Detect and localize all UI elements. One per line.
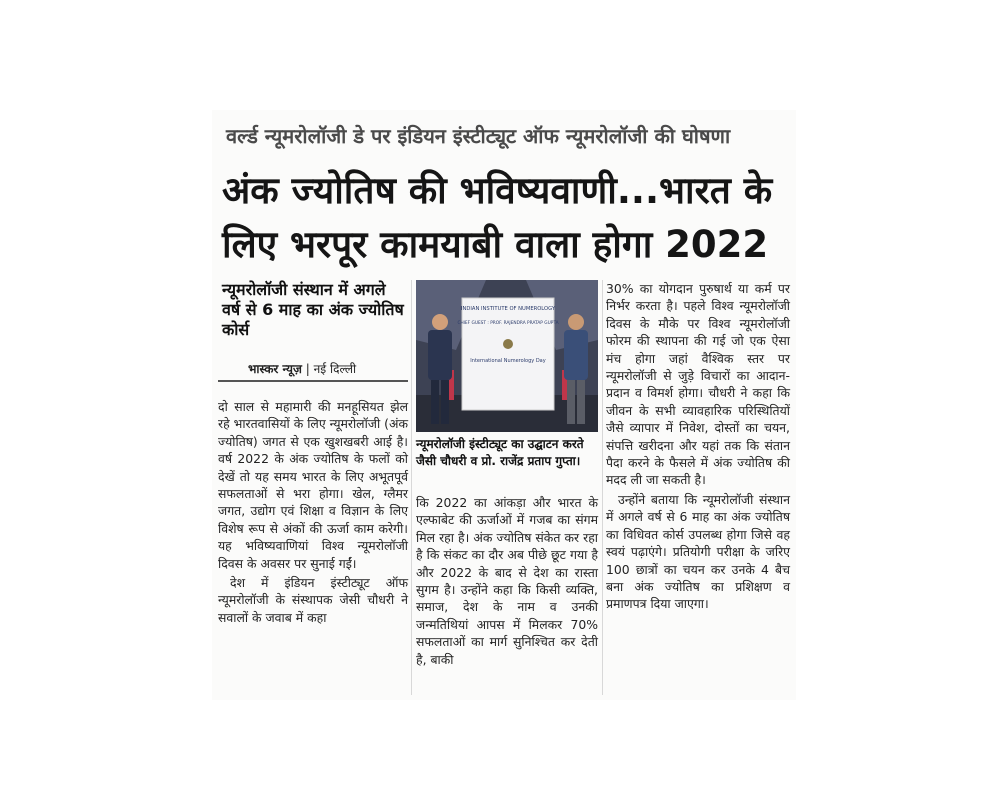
photo-banner-event: International Numerology Day: [470, 358, 546, 364]
byline-source: भास्कर न्यूज़: [248, 362, 302, 376]
headline-line-2: लिए भरपूर कामयाबी वाला होगा 2022: [222, 223, 769, 266]
column-1-paragraph-1: दो साल से महामारी की मनहूसियत झेल रहे भारतवासियों के लिए न्यूमरोलॉजी (अंक ज्योतिष) जगत से एक खुशखबरी आई है। वर्ष 2022 के अंक ज्योतिष के फलों को देखें तो यह समय भारत के लिए अभूतपूर्व सफलताओं से भरा होगा। खेल, ग्लैमर जगत, उद्योग एवं शिक्षा व विज्ञान के लिए विशेष रूप से अंकों की ऊर्जा काम करेगी। यह भविष्यवाणियां विश्व न्यूमरोलॉजी दिवस के अवसर पर सुनाई गईं।: [218, 399, 408, 571]
column-3-paragraph-2: उन्होंने बताया कि न्यूमरोलॉजी संस्थान में अगले वर्ष से 6 माह का अंक ज्योतिष का विधिवत कोर्स उपलब्ध होगा जिसे वह स्वयं पढ़ाएंगे। प्रतियोगी परीक्षा के जरिए 100 छात्रों का चयन कर उनके 4 बैच बना अंक ज्योतिष का प्रशिक्षण व प्रमाणपत्र दिया जाएगा।: [606, 491, 790, 612]
column-1-paragraph-2: देश में इंडियन इंस्टीट्यूट ऑफ न्यूमरोलॉजी के संस्थापक जेसी चौधरी ने सवालों के जवाब में कहा: [218, 575, 408, 625]
event-photo-illustration: [416, 280, 598, 432]
institute-emblem-icon: [503, 339, 513, 349]
column-1: [218, 398, 408, 628]
column-divider: [602, 280, 603, 695]
byline-separator: |: [305, 362, 314, 376]
column-3-paragraph-1: 30% का योगदान पुरुषार्थ या कर्म पर निर्भर करता है। पहले विश्व न्यूमरोलॉजी दिवस के मौके पर विश्व न्यूमरोलॉजी फोरम की स्थापना की गई जो एक ऐसा मंच होगा जहां वैश्विक स्तर पर न्यूमरोलॉजी से जुड़े विचारों का आदान-प्रदान व विमर्श होगा। चौधरी ने कहा कि जीवन के सभी व्यावहारिक परिस्थितियों जैसे व्यापार में निवेश, दोस्तों का चयन, संपत्ति खरीदना और यहां तक कि संतान पैदा करने के फैसले में अंक ज्योतिष की मदद ली जा सकती है।: [606, 281, 790, 488]
event-photo: [416, 280, 598, 432]
column-3: [606, 280, 790, 615]
newspaper-clipping: [212, 110, 796, 700]
column-2: [416, 494, 598, 670]
byline-place: नई दिल्ली: [313, 362, 357, 376]
photo-caption: न्यूमरोलॉजी इंस्टीट्यूट का उद्घाटन करते जैसी चौधरी व प्रो. राजेंद्र प्रताप गुप्ता।: [416, 437, 584, 468]
sub-headline: न्यूमरोलॉजी संस्थान में अगले वर्ष से 6 माह का अंक ज्योतिष कोर्स: [222, 280, 404, 339]
photo-banner-institute: INDIAN INSTITUTE OF NUMEROLOGY: [460, 306, 556, 312]
kicker-headline: वर्ल्ड न्यूमरोलॉजी डे पर इंडियन इंस्टीट्यूट ऑफ न्यूमरोलॉजी की घोषणा: [226, 124, 731, 148]
main-headline: [222, 164, 792, 272]
headline-line-1: अंक ज्योतिष की भविष्यवाणी...भारत के: [222, 169, 773, 212]
column-2-paragraph-1: कि 2022 का आंकड़ा और भारत के एल्फाबेट की ऊर्जाओं में गजब का संगम मिल रहा है। अंक ज्योतिष संकेत कर रहा है कि संकट का दौर अब पीछे छूट गया है और 2022 के बाद से देश का रास्ता सुगम है। उन्होंने कहा कि किसी व्यक्ति, समाज, देश के नाम व उनकी जन्मतिथियां आपस में मिलकर 70% सफलताओं का मार्ग सुनिश्चित कर देती है, बाकी: [416, 495, 598, 667]
byline: [248, 360, 408, 377]
byline-rule: [218, 380, 408, 382]
photo-banner-guest: CHIEF GUEST : PROF. RAJENDRA PRATAP GUPTA: [457, 321, 559, 326]
column-divider: [411, 280, 412, 695]
